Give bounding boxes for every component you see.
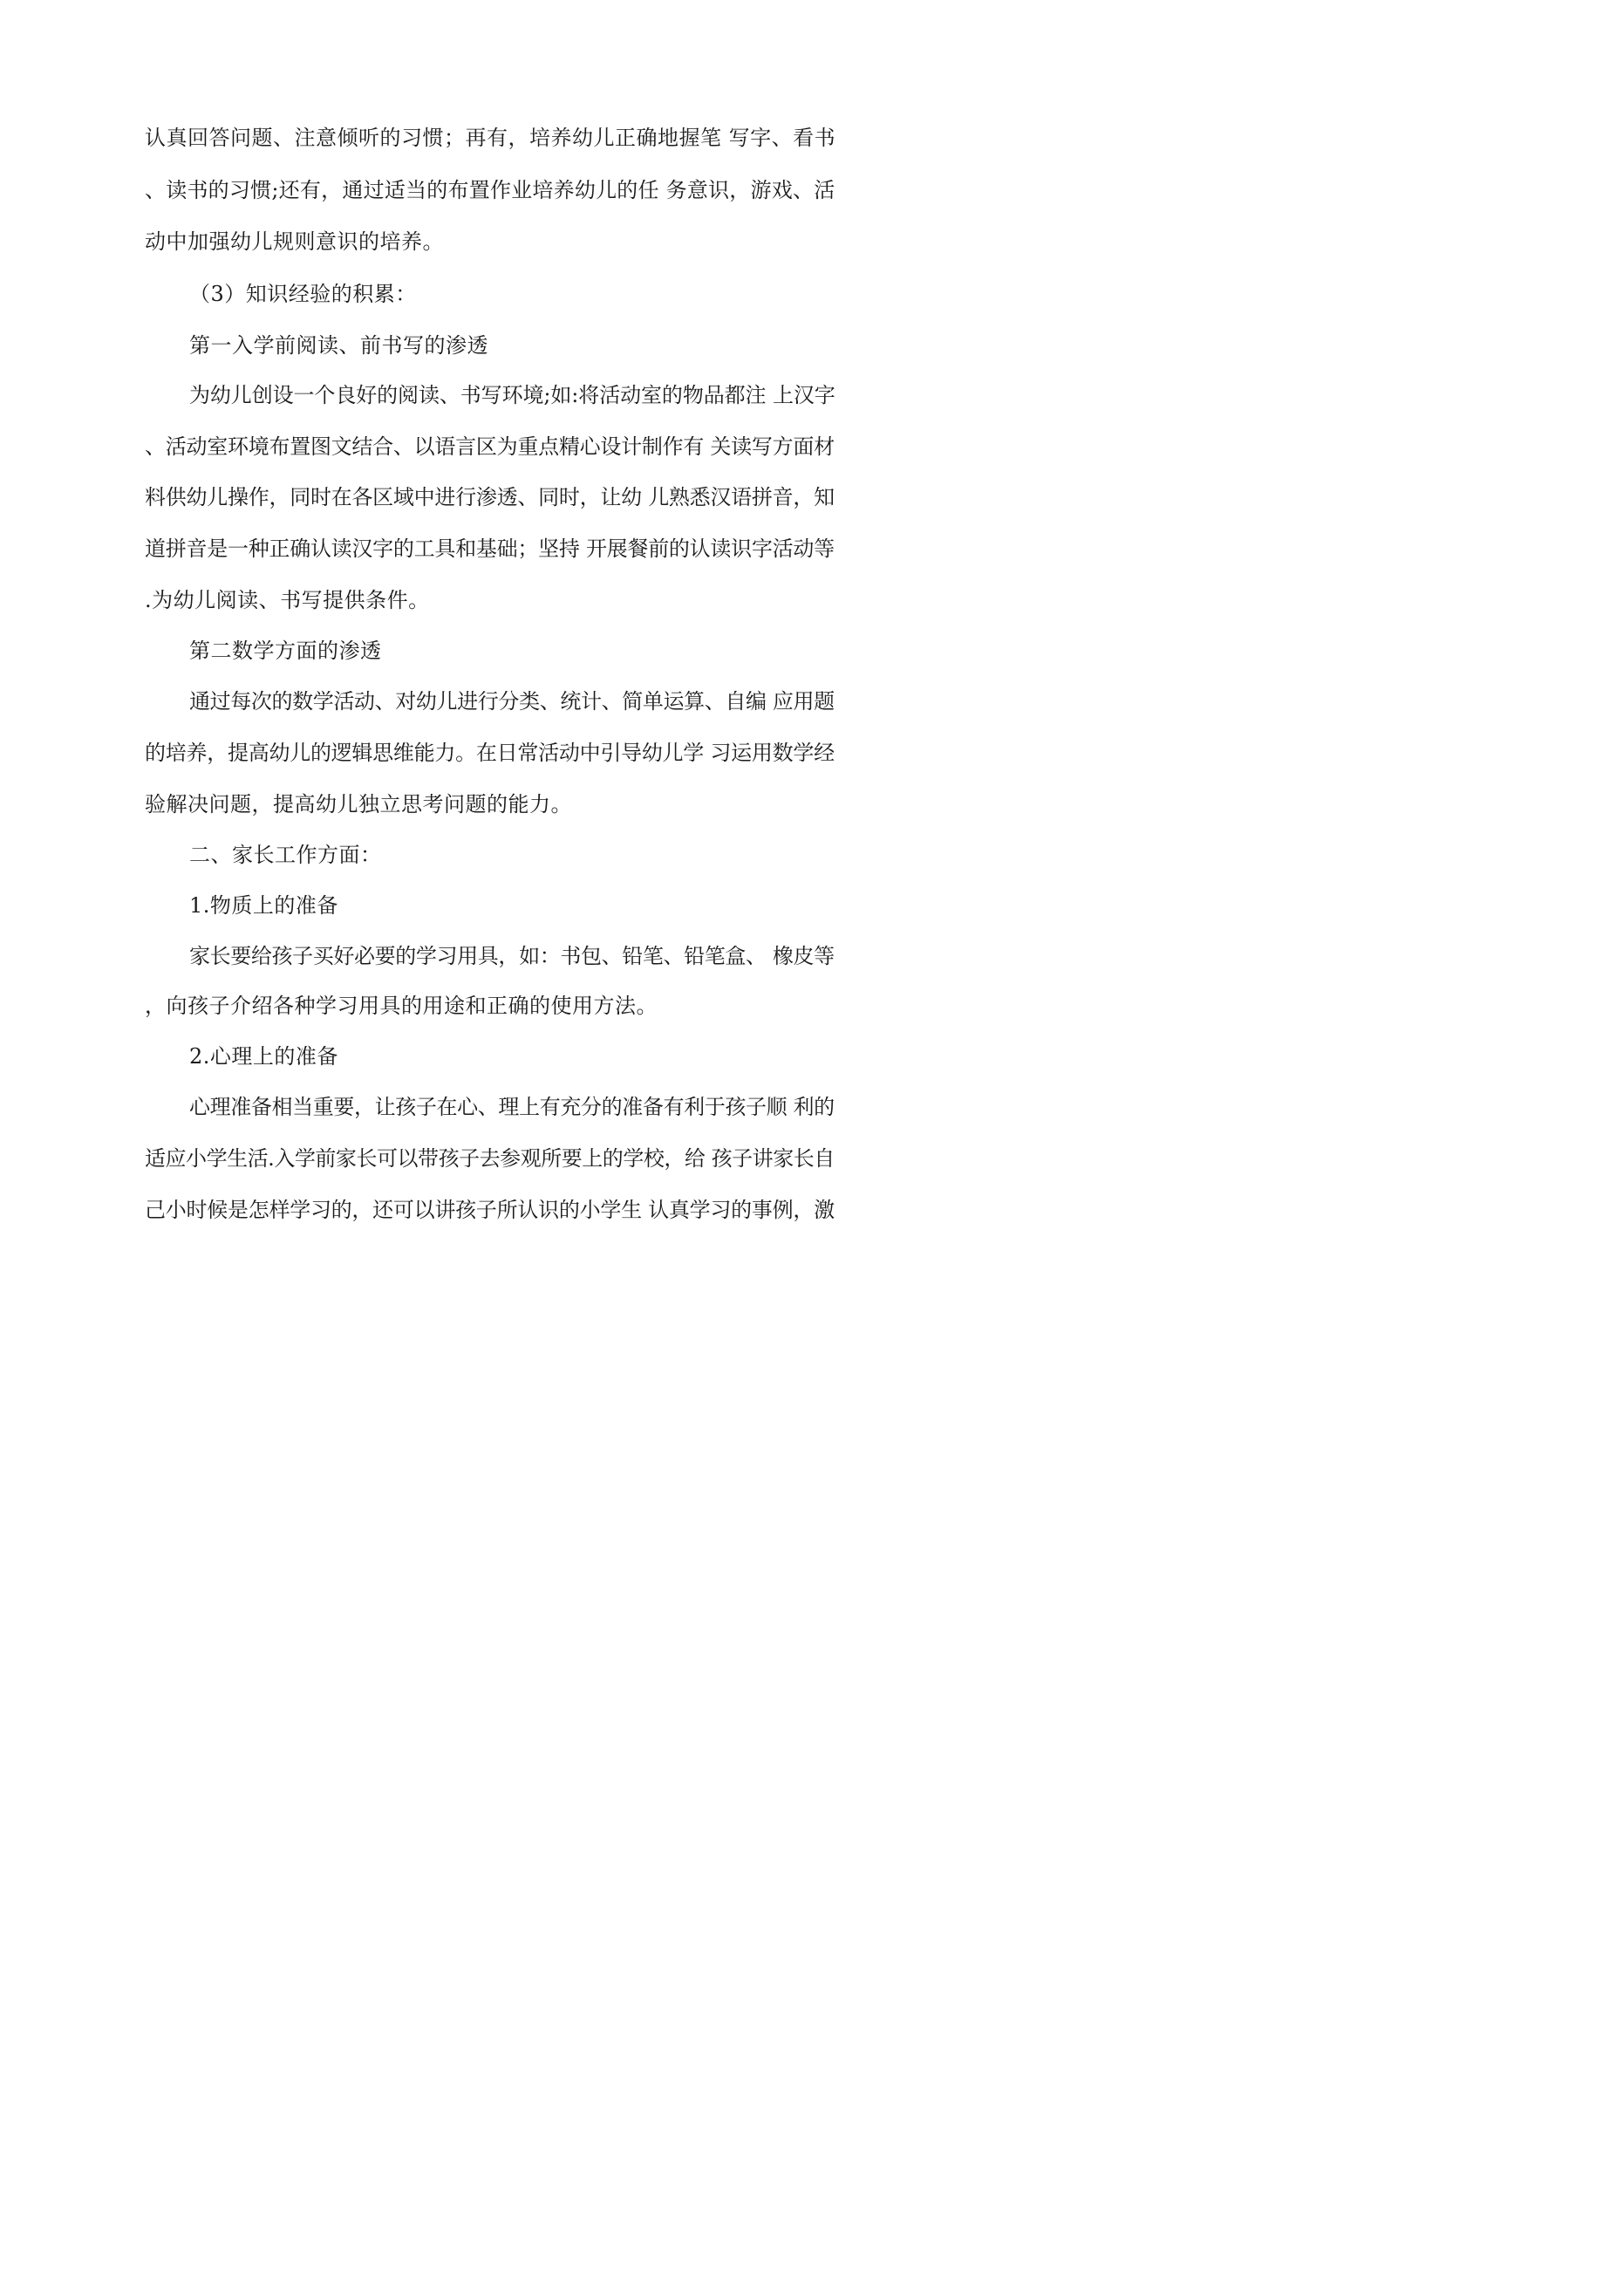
text-line: 为幼儿创设一个良好的阅读、书写环境;如:将活动室的物品都注 上汉字 — [189, 383, 835, 407]
section-heading: （3）知识经验的积累： — [189, 282, 417, 306]
text-line: 动中加强幼儿规则意识的培养。 — [145, 229, 444, 254]
text-line: 适应小学生活.入学前家长可以带孩子去参观所要上的学校，给 孩子讲家长自 — [145, 1146, 835, 1171]
text-line: 验解决问题，提高幼儿独立思考问题的能力。 — [145, 792, 572, 817]
section-heading: 二、家长工作方面： — [189, 843, 382, 867]
text-line: 道拼音是一种正确认读汉字的工具和基础；坚持 开展餐前的认读识字活动等 — [145, 536, 835, 561]
text-line: 、活动室环境布置图文结合、以语言区为重点精心设计制作有 关读写方面材 — [145, 434, 835, 459]
text-line: .为幼儿阅读、书写提供条件。 — [145, 588, 430, 612]
document-page — [0, 0, 959, 1357]
subsection-heading: 1.物质上的准备 — [189, 893, 338, 918]
text-line: 心理准备相当重要，让孩子在心、理上有充分的准备有利于孩子顺 利的 — [189, 1095, 835, 1119]
text-line: 的培养，提高幼儿的逻辑思维能力。在日常活动中引导幼儿学 习运用数学经 — [145, 741, 835, 765]
subsection-heading: 第二数学方面的渗透 — [189, 639, 382, 663]
text-line: 通过每次的数学活动、对幼儿进行分类、统计、简单运算、自编 应用题 — [189, 689, 835, 714]
subsection-heading: 第一入学前阅读、前书写的渗透 — [189, 333, 488, 358]
text-line: 、读书的习惯;还有，通过适当的布置作业培养幼儿的任 务意识，游戏、活 — [145, 178, 835, 202]
text-line: 己小时候是怎样学习的，还可以讲孩子所认识的小学生 认真学习的事例，激 — [145, 1198, 835, 1222]
text-line: 家长要给孩子买好必要的学习用具，如：书包、铅笔、铅笔盒、 橡皮等 — [189, 944, 835, 968]
text-line: 认真回答问题、注意倾听的习惯；再有，培养幼儿正确地握笔 写字、看书 — [145, 126, 836, 150]
text-line: ，向孩子介绍各种学习用具的用途和正确的使用方法。 — [145, 994, 658, 1018]
text-line: 料供幼儿操作，同时在各区域中进行渗透、同时，让幼 儿熟悉汉语拼音，知 — [145, 485, 835, 509]
subsection-heading: 2.心理上的准备 — [189, 1044, 338, 1069]
